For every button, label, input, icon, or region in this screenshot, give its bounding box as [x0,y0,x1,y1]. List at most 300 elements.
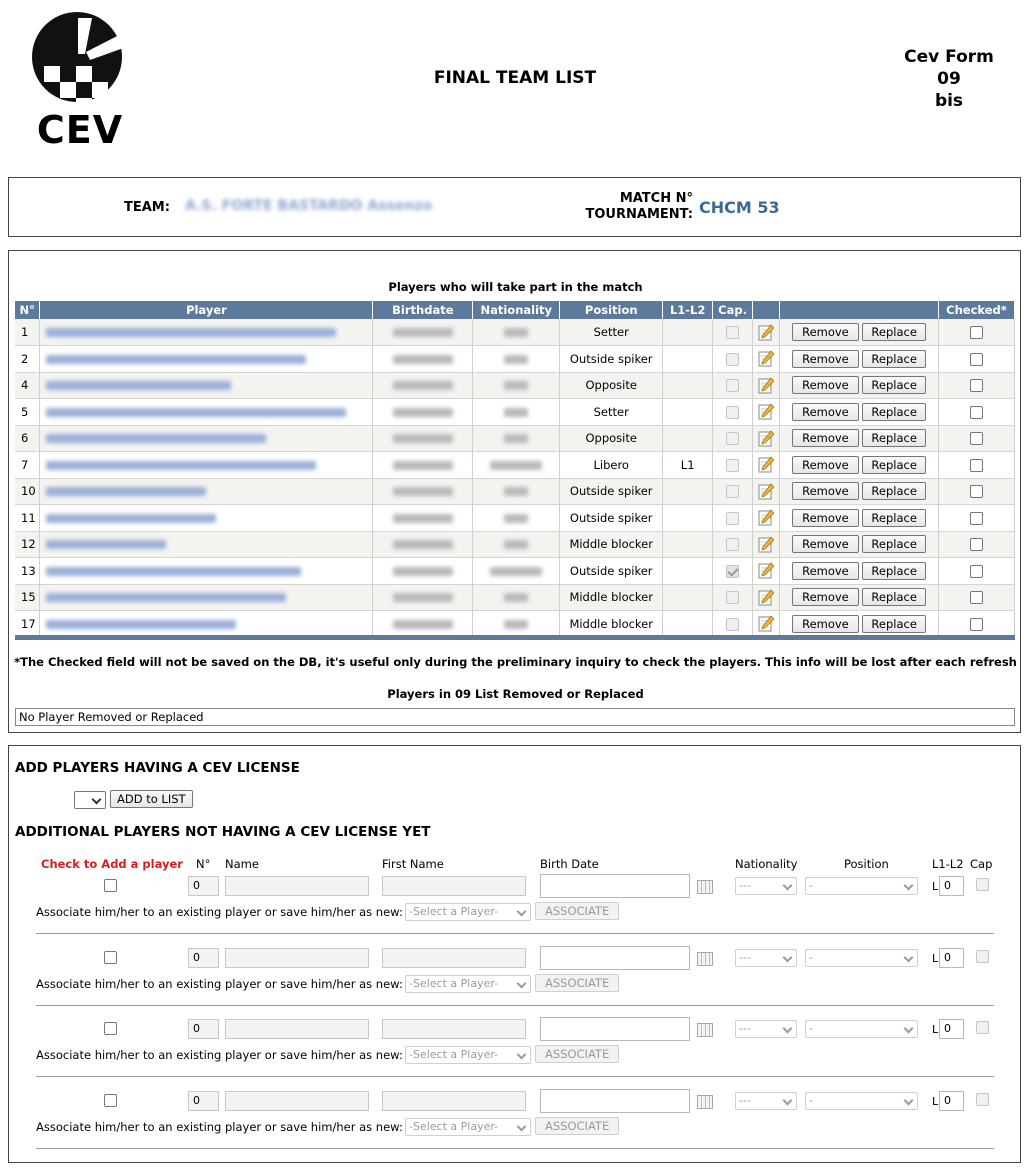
new-player-nationality-select[interactable] [735,877,797,895]
table-row [15,319,1015,346]
row-player [40,319,373,346]
table-row [15,399,1015,426]
associate-text: Associate him/her to an existing player or save him/her as new: [36,1048,403,1062]
row-nationality [473,584,560,611]
replace-button[interactable]: Replace [862,588,926,606]
col-player: Player [40,301,373,319]
match-code: CHCM 53 [699,198,780,217]
birthdate-value [393,434,453,443]
position-select-value: - [809,950,813,964]
row-actions [780,558,939,585]
col-num: N° [15,301,40,319]
row-player [40,372,373,399]
new-player-captain-checkbox[interactable] [976,1093,989,1106]
libero-prefix: L [932,880,939,893]
row-player [40,558,373,585]
chevron-down-icon [517,1050,527,1060]
calendar-icon[interactable] [697,952,713,966]
row-checked [938,372,1014,399]
position-header: Position [844,857,889,871]
row-captain [713,425,753,452]
remove-button[interactable]: Remove [792,403,859,421]
nationality-value [504,514,528,523]
form-line-3: bis [934,91,964,111]
row-libero [663,611,713,638]
edit-icon[interactable] [758,536,774,553]
row-player [40,531,373,558]
row-nationality [473,372,560,399]
replace-button[interactable]: Replace [862,376,926,394]
row-captain [713,319,753,346]
row-actions [780,584,939,611]
row-checked [938,478,1014,505]
row-player [40,452,373,479]
chevron-down-icon [904,952,914,962]
row-libero [663,478,713,505]
row-birthdate [373,478,473,505]
row-edit[interactable] [753,531,780,558]
nationality-value [504,434,528,443]
nationality-value [490,461,542,470]
select-player-dropdown[interactable] [405,975,531,993]
new-player-position-select[interactable] [805,1092,918,1110]
calendar-icon[interactable] [697,880,713,894]
add-player-checkbox[interactable] [104,951,117,964]
new-player-libero-input[interactable]: 0 [939,948,964,968]
player-name [46,355,306,364]
row-position: Opposite [560,425,663,452]
new-player-nationality-select[interactable] [735,1020,797,1038]
row-actions [780,531,939,558]
row-num: 1 [15,319,40,346]
checked-note: *The Checked field will not be saved on the DB, it's useful only during the preliminary inquiry to check the players. This info will be lost after each refresh [14,655,1017,669]
new-player-first-name-input[interactable] [382,948,526,968]
team-info-box [8,177,1021,237]
new-player-captain-checkbox[interactable] [976,950,989,963]
nationality-select-value: --- [739,1022,751,1035]
row-birthdate [373,399,473,426]
new-player-birth-date-input[interactable] [540,1089,690,1113]
cev-license-title: ADD PLAYERS HAVING A CEV LICENSE [15,760,300,776]
row-actions [780,372,939,399]
players-header-row [15,301,1015,319]
player-name [46,487,206,496]
select-player-value: -Select a Player- [409,905,499,918]
row-player [40,346,373,373]
player-name [46,434,266,443]
player-name [46,567,301,576]
new-player-captain-checkbox[interactable] [976,1021,989,1034]
chevron-down-icon [904,1024,914,1034]
row-libero [663,531,713,558]
checked-checkbox[interactable] [970,565,983,578]
associate-text: Associate him/her to an existing player or save him/her as new: [36,1119,403,1134]
captain-checkbox [726,485,739,498]
select-player-dropdown[interactable] [405,903,531,921]
edit-icon[interactable] [758,350,774,367]
associate-button[interactable]: ASSOCIATE [535,1117,619,1135]
position-select-value: - [809,1022,813,1035]
row-captain [713,531,753,558]
row-num: 13 [15,558,40,585]
row-checked [938,346,1014,373]
col-edit [753,301,780,319]
associate-button[interactable]: ASSOCIATE [535,1045,619,1063]
replace-button[interactable]: Replace [862,403,926,421]
replace-button[interactable]: Replace [862,482,926,500]
nationality-value [504,381,528,390]
nationality-value [504,487,528,496]
row-libero [663,372,713,399]
team-name: A.S. FORTE BASTARDO Assenzo [185,198,433,214]
select-player-value: -Select a Player- [409,976,499,990]
new-player-first-name-input[interactable] [382,1019,526,1039]
checked-checkbox[interactable] [970,538,983,551]
row-num: 7 [15,452,40,479]
row-birthdate [373,319,473,346]
new-player-nationality-select[interactable] [735,1092,797,1110]
row-libero [663,505,713,532]
new-player-number-input[interactable]: 0 [188,948,219,968]
table-row [15,531,1015,558]
chevron-down-icon [517,907,527,917]
checked-checkbox[interactable] [970,485,983,498]
add-player-checkbox[interactable] [104,1022,117,1035]
row-position: Setter [560,319,663,346]
chevron-down-icon [92,795,102,805]
add-player-checkbox[interactable] [104,879,117,892]
player-name [46,593,286,602]
cev-player-select[interactable] [74,791,106,809]
nationality-value [504,328,528,337]
player-name [46,461,316,470]
captain-checkbox [726,379,739,392]
row-edit[interactable] [753,346,780,373]
match-number-label: MATCH N° [619,191,693,206]
row-checked [938,584,1014,611]
captain-checkbox [726,512,739,525]
row-player [40,505,373,532]
new-player-number-input[interactable]: 0 [188,876,219,896]
row-actions [780,399,939,426]
col-captain: Cap. [713,301,753,319]
remove-button[interactable]: Remove [792,429,859,447]
row-num: 10 [15,478,40,505]
new-player-position-select[interactable] [805,877,918,895]
remove-button[interactable]: Remove [792,456,859,474]
player-name [46,408,346,417]
birthdate-value [393,514,453,523]
row-edit[interactable] [753,399,780,426]
row-libero [663,558,713,585]
row-libero [663,425,713,452]
row-position: Outside spiker [560,505,663,532]
col-libero: L1-L2 [663,301,713,319]
row-nationality [473,425,560,452]
row-edit[interactable] [753,478,780,505]
table-row [15,452,1015,479]
checked-checkbox[interactable] [970,459,983,472]
row-edit[interactable] [753,319,780,346]
associate-button[interactable]: ASSOCIATE [535,974,619,992]
edit-icon[interactable] [758,483,774,500]
new-player-name-input[interactable] [225,948,369,968]
row-libero [663,399,713,426]
chevron-down-icon [517,1121,527,1131]
player-name [46,540,166,549]
row-edit[interactable] [753,452,780,479]
table-row [15,505,1015,532]
row-edit[interactable] [753,372,780,399]
name-header: Name [225,857,259,871]
calendar-icon[interactable] [697,1023,713,1037]
select-player-dropdown[interactable] [405,1046,531,1064]
player-name [46,328,336,337]
row-libero: L1 [663,452,713,479]
row-checked [938,558,1014,585]
edit-icon[interactable] [758,509,774,526]
birthdate-value [393,620,453,629]
row-checked [938,399,1014,426]
remove-button[interactable]: Remove [792,615,859,633]
row-actions [780,505,939,532]
new-player-name-input[interactable] [225,1091,369,1111]
remove-button[interactable]: Remove [792,350,859,368]
remove-button[interactable]: Remove [792,588,859,606]
remove-button[interactable]: Remove [792,562,859,580]
edit-icon[interactable] [758,456,774,473]
row-nationality [473,478,560,505]
row-divider [36,1148,994,1149]
birthdate-value [393,408,453,417]
num-header: N° [196,857,211,871]
replace-button[interactable]: Replace [862,535,926,553]
birth-date-header: Birth Date [540,857,599,871]
checked-checkbox[interactable] [970,406,983,419]
birthdate-value [393,567,453,576]
col-actions [780,301,939,319]
new-player-birth-date-input[interactable] [540,1017,690,1041]
new-player-birth-date-input[interactable] [540,874,690,898]
select-player-value: -Select a Player- [409,1048,499,1061]
tournament-label: TOURNAMENT: [585,207,693,222]
add-player-checkbox[interactable] [104,1094,117,1107]
row-captain [713,505,753,532]
replace-button[interactable]: Replace [862,615,926,633]
table-row [15,478,1015,505]
first-name-header: First Name [382,857,444,871]
row-position: Libero [560,452,663,479]
nationality-header: Nationality [735,857,798,871]
new-player-first-name-input[interactable] [382,876,526,896]
new-player-position-select[interactable] [805,949,918,967]
associate-text: Associate him/her to an existing player or save him/her as new: [36,905,403,919]
libero-prefix: L [932,1094,939,1108]
row-libero [663,346,713,373]
row-edit[interactable] [753,425,780,452]
row-position: Middle blocker [560,611,663,638]
row-nationality [473,399,560,426]
checked-checkbox[interactable] [970,379,983,392]
new-player-libero-input[interactable]: 0 [939,1091,964,1111]
new-player-position-select[interactable] [805,1020,918,1038]
nationality-value [504,620,528,629]
row-edit[interactable] [753,611,780,638]
col-nationality: Nationality [473,301,560,319]
chevron-down-icon [783,952,793,962]
row-checked [938,531,1014,558]
row-nationality [473,505,560,532]
checked-checkbox[interactable] [970,512,983,525]
new-player-birth-date-input[interactable] [540,946,690,970]
replace-button[interactable]: Replace [862,429,926,447]
page-title: FINAL TEAM LIST [433,68,597,88]
position-select-value: - [809,1093,813,1107]
row-captain [713,452,753,479]
row-num: 17 [15,611,40,638]
new-player-libero-input[interactable]: 0 [939,1019,964,1039]
removed-caption: Players in 09 List Removed or Replaced [387,687,644,701]
remove-button[interactable]: Remove [792,509,859,527]
checked-checkbox[interactable] [970,326,983,339]
remove-button[interactable]: Remove [792,535,859,553]
row-checked [938,425,1014,452]
row-nationality [473,531,560,558]
player-name [46,381,231,390]
captain-checkbox [726,618,739,631]
row-num: 4 [15,372,40,399]
cap-header: Cap [970,857,993,871]
edit-icon[interactable] [758,403,774,420]
chevron-down-icon [783,881,793,891]
nationality-value [504,408,528,417]
row-actions [780,425,939,452]
row-libero [663,584,713,611]
player-name [46,514,216,523]
row-checked [938,611,1014,638]
row-position: Middle blocker [560,584,663,611]
row-birthdate [373,505,473,532]
remove-button[interactable]: Remove [792,482,859,500]
row-position: Setter [560,399,663,426]
checked-checkbox[interactable] [970,618,983,631]
chevron-down-icon [517,978,527,988]
row-num: 12 [15,531,40,558]
replace-button[interactable]: Replace [862,509,926,527]
row-edit[interactable] [753,505,780,532]
associate-button[interactable]: ASSOCIATE [535,902,619,920]
replace-button[interactable]: Replace [862,562,926,580]
page-header [0,0,1027,170]
team-label: TEAM: [124,200,170,215]
row-nationality [473,319,560,346]
row-num: 15 [15,584,40,611]
edit-icon[interactable] [758,615,774,632]
checked-checkbox[interactable] [970,432,983,445]
checked-checkbox[interactable] [970,353,983,366]
row-captain [713,611,753,638]
new-player-first-name-input[interactable] [382,1091,526,1111]
new-player-libero-input[interactable]: 0 [939,876,964,896]
new-player-number-input[interactable]: 0 [188,1091,219,1111]
chevron-down-icon [904,1095,914,1105]
row-birthdate [373,531,473,558]
edit-icon[interactable] [758,589,774,606]
libero-prefix: L [932,951,939,965]
row-nationality [473,611,560,638]
nationality-value [504,540,528,549]
row-checked [938,505,1014,532]
row-player [40,611,373,638]
captain-checkbox [726,591,739,604]
add-to-list-button[interactable]: ADD to LIST [110,790,193,808]
captain-checkbox [726,432,739,445]
row-libero [663,319,713,346]
replace-button[interactable]: Replace [862,456,926,474]
row-birthdate [373,611,473,638]
row-position: Outside spiker [560,558,663,585]
calendar-icon[interactable] [697,1095,713,1109]
remove-button[interactable]: Remove [792,323,859,341]
chevron-down-icon [783,1095,793,1105]
edit-icon[interactable] [758,562,774,579]
captain-checkbox [726,538,739,551]
row-captain [713,372,753,399]
row-position: Middle blocker [560,531,663,558]
nationality-value [504,355,528,364]
captain-checkbox [726,459,739,472]
row-checked [938,452,1014,479]
logo-text: CEV [36,108,124,152]
player-name [46,620,236,629]
remove-button[interactable]: Remove [792,376,859,394]
row-captain [713,584,753,611]
row-birthdate [373,584,473,611]
row-birthdate [373,452,473,479]
new-player-name-input[interactable] [225,1019,369,1039]
new-player-name-input[interactable] [225,876,369,896]
new-player-number-input[interactable]: 0 [188,1019,219,1039]
col-checked: Checked* [938,301,1014,319]
position-select-value: - [809,879,813,892]
new-player-nationality-select[interactable] [735,949,797,967]
replace-button[interactable]: Replace [862,323,926,341]
row-actions [780,452,939,479]
captain-checkbox [726,406,739,419]
row-position: Opposite [560,372,663,399]
row-checked [938,319,1014,346]
row-actions [780,611,939,638]
birthdate-value [393,461,453,470]
row-captain [713,399,753,426]
row-edit[interactable] [753,558,780,585]
select-player-dropdown[interactable] [405,1118,531,1136]
edit-icon[interactable] [758,430,774,447]
edit-icon[interactable] [758,324,774,341]
table-row [15,346,1015,373]
row-nationality [473,346,560,373]
form-line-2: 09 [937,69,961,89]
check-header: Check to Add a player [41,857,183,871]
row-birthdate [373,558,473,585]
no-license-title: ADDITIONAL PLAYERS NOT HAVING A CEV LICENSE YET [15,824,431,840]
checked-checkbox[interactable] [970,591,983,604]
replace-button[interactable]: Replace [862,350,926,368]
edit-icon[interactable] [758,377,774,394]
new-player-captain-checkbox[interactable] [976,878,989,891]
row-edit[interactable] [753,584,780,611]
table-bottom-bar [15,635,1015,640]
